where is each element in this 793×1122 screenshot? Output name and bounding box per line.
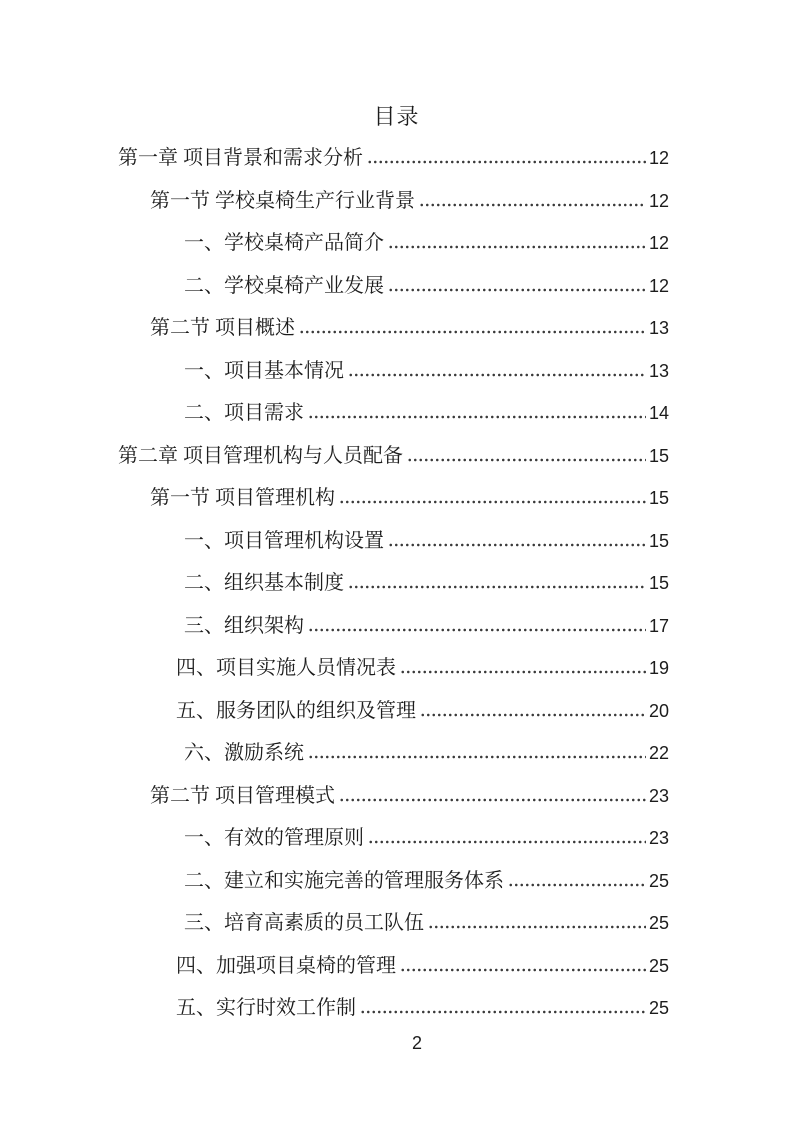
toc-entry-row[interactable] [118, 732, 669, 775]
dot-leader [400, 667, 646, 674]
toc-entry-row[interactable] [118, 307, 669, 350]
toc-title: 目录 [373, 104, 420, 129]
toc-entry-row[interactable] [118, 647, 669, 690]
toc-entry-row[interactable] [118, 435, 669, 478]
toc-entry-page: 15 [648, 488, 669, 508]
toc-entry-row[interactable] [118, 520, 669, 563]
toc-entry-label: 五、服务团队的组织及管理 [176, 699, 416, 722]
toc-entry-label: 二、组织基本制度 [184, 572, 344, 594]
toc-entry-label: 三、培育高素质的员工队伍 [184, 912, 424, 934]
toc-entry-row[interactable] [118, 605, 669, 648]
toc-entry-row[interactable] [118, 775, 669, 818]
toc-entry-page: 17 [648, 615, 669, 636]
toc-entry-page: 25 [648, 870, 669, 891]
toc-entry-row[interactable] [118, 945, 669, 988]
toc-entry-row[interactable] [118, 137, 669, 180]
toc-entry-page: 23 [648, 828, 669, 848]
dot-leader [299, 327, 646, 334]
toc-entry-page: 12 [648, 275, 669, 296]
dot-leader [367, 157, 646, 164]
toc-entry-label: 第二节 项目管理模式 [150, 784, 335, 807]
dot-leader [388, 285, 646, 292]
dot-leader [400, 965, 646, 972]
dot-leader [308, 412, 646, 419]
dot-leader [308, 625, 646, 632]
footer-page-number: 2 [411, 1033, 423, 1053]
dot-leader [348, 370, 646, 377]
toc-entry-label: 五、实行时效工作制 [176, 997, 356, 1019]
toc-entry-page: 12 [648, 233, 669, 253]
toc-entry-page: 13 [648, 360, 669, 381]
toc-entry-page: 22 [648, 743, 669, 763]
dot-leader [508, 880, 646, 887]
toc-entry-label: 一、学校桌椅产品简介 [184, 232, 384, 254]
toc-entry-page: 12 [648, 190, 669, 211]
toc-entry-row[interactable] [118, 392, 669, 435]
toc-entry-row[interactable] [118, 562, 669, 605]
toc-entry-page: 12 [648, 148, 669, 168]
toc-entry-page: 13 [648, 318, 669, 338]
toc-entry-page: 15 [648, 445, 669, 466]
toc-entry-label: 第一节 学校桌椅生产行业背景 [150, 189, 415, 212]
dot-leader [388, 242, 646, 249]
toc-entry-page: 25 [648, 913, 669, 933]
toc-entry-page: 15 [648, 530, 669, 551]
toc-entry-page: 14 [648, 403, 669, 423]
toc-entry-label: 第一节 项目管理机构 [150, 487, 335, 509]
toc-entry-label: 一、有效的管理原则 [184, 827, 364, 849]
toc-entry-label: 第二章 项目管理机构与人员配备 [118, 444, 403, 467]
toc-entry-label: 六、激励系统 [184, 742, 304, 764]
dot-leader [420, 710, 646, 717]
dot-leader [348, 582, 646, 589]
toc-entry-page: 20 [648, 700, 669, 721]
toc-entry-row[interactable] [118, 265, 669, 308]
toc-entry-row[interactable] [118, 987, 669, 1030]
dot-leader [407, 455, 646, 462]
toc-entry-page: 25 [648, 998, 669, 1018]
toc-entry-row[interactable] [118, 222, 669, 265]
toc-entry-label: 第一章 项目背景和需求分析 [118, 147, 363, 169]
toc-entry-label: 三、组织架构 [184, 614, 304, 637]
toc-list [118, 137, 669, 1030]
toc-entry-page: 23 [648, 785, 669, 806]
toc-entry-label: 四、项目实施人员情况表 [176, 657, 396, 679]
dot-leader [339, 497, 646, 504]
toc-entry-row[interactable] [118, 350, 669, 393]
toc-entry-label: 一、项目管理机构设置 [184, 529, 384, 552]
toc-entry-label: 二、建立和实施完善的管理服务体系 [184, 869, 504, 892]
toc-entry-page: 19 [648, 658, 669, 678]
dot-leader [368, 837, 646, 844]
dot-leader [360, 1007, 646, 1014]
toc-entry-label: 四、加强项目桌椅的管理 [176, 954, 396, 977]
toc-entry-row[interactable] [118, 180, 669, 223]
dot-leader [419, 200, 646, 207]
dot-leader [388, 540, 646, 547]
toc-entry-row[interactable] [118, 860, 669, 903]
dot-leader [428, 922, 646, 929]
toc-entry-label: 第二节 项目概述 [150, 317, 295, 339]
toc-entry-label: 二、项目需求 [184, 402, 304, 424]
toc-entry-page: 25 [648, 955, 669, 976]
dot-leader [308, 752, 646, 759]
toc-entry-row[interactable] [118, 477, 669, 520]
toc-entry-label: 二、学校桌椅产业发展 [184, 274, 384, 297]
toc-entry-row[interactable] [118, 690, 669, 733]
toc-entry-row[interactable] [118, 902, 669, 945]
toc-entry-row[interactable] [118, 817, 669, 860]
dot-leader [339, 795, 646, 802]
toc-entry-label: 一、项目基本情况 [184, 359, 344, 382]
toc-entry-page: 15 [648, 573, 669, 593]
